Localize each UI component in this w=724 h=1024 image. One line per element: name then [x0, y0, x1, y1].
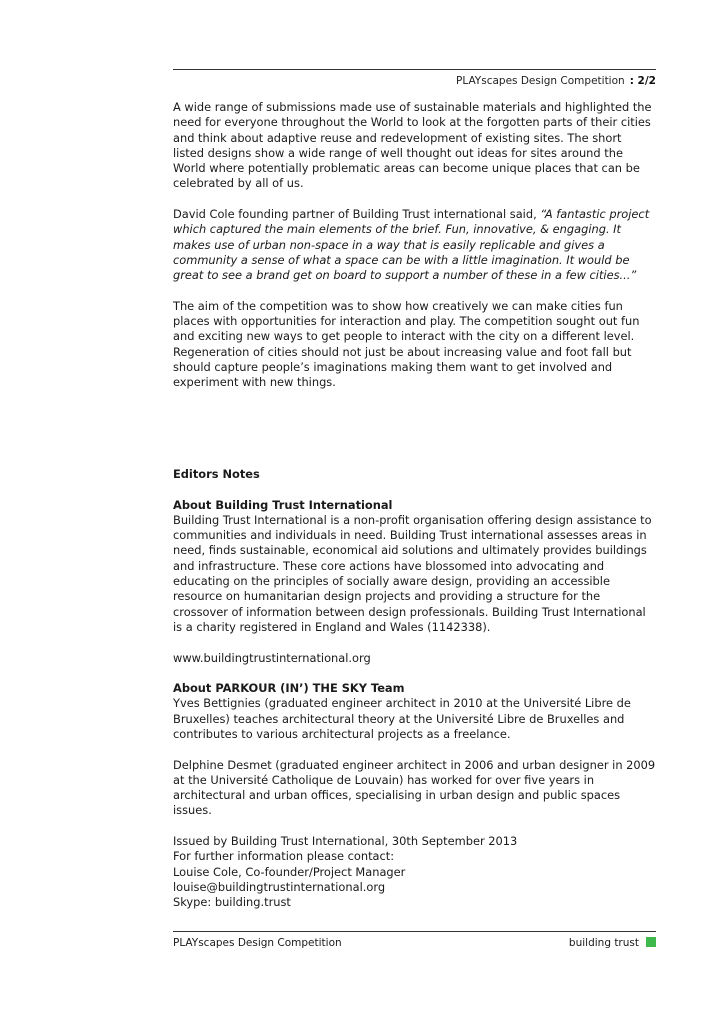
- contact-skype: Skype: building.trust: [173, 895, 291, 910]
- contact-email[interactable]: louise@buildingtrustinternational.org: [173, 879, 386, 894]
- page-content: [173, 100, 656, 911]
- quote-text: “A fantastic project which captured the main elements of the brief. Fun, innovative, & engaging. It makes use of urban non-space in a way that is easily replicable and gives a community a sense of what a space can be with a little imagination. It would be great to see a brand get on board to support a number of these in a few cities...”: [173, 207, 650, 283]
- issued-line: Issued by Building Trust International, 30th September 2013: [173, 834, 518, 849]
- editors-notes-heading: Editors Notes: [173, 466, 260, 481]
- footer-rule: [173, 931, 656, 932]
- team-heading: About PARKOUR (IN’) THE SKY Team: [173, 681, 405, 696]
- header-title: PLAYscapes Design Competition: [456, 75, 625, 87]
- brand-square-icon: [646, 937, 656, 947]
- body-paragraph-1: A wide range of submissions made use of sustainable materials and highlighted the need for everyone throughout the World to look at the forgotten parts of their cities and think about adaptive reuse and redevelopment of existing sites. The short listed designs show a wide range of well thought out ideas for sites around the World where potentially problematic areas can become unique places that can be celebrated by all of us.: [173, 100, 652, 191]
- website-link[interactable]: www.buildingtrustinternational.org: [173, 650, 371, 665]
- page-number: : 2/2: [629, 75, 656, 87]
- contact-name: Louise Cole, Co-founder/Project Manager: [173, 864, 406, 879]
- contact-intro: For further information please contact:: [173, 849, 395, 864]
- header-rule: [173, 69, 656, 70]
- page-header: [456, 73, 656, 89]
- bti-heading: About Building Trust International: [173, 497, 393, 512]
- bti-description: Building Trust International is a non-profit organisation offering design assistance to communities and individuals in need. Building Trust international assesses areas in need, finds sustainable, economical aid solutions and ultimately provides buildings and infrastructure. These core actions have blossomed into advocating and educating on the principles of socially aware design, providing an accessible resource on humanitarian design projects and providing a structure for the crossover of information between design professionals. Building Trust International is a charity registered in England and Wales (1142338).: [173, 512, 652, 634]
- footer-brand-text: building trust: [568, 937, 639, 949]
- body-paragraph-2: [173, 207, 656, 283]
- body-paragraph-3: The aim of the competition was to show how creatively we can make cities fun places with opportunities for interaction and play. The competition sought out fun and exciting new ways to get people to interact with the city on a different level. Regeneration of cities should not just be about increasing value and foot fall but should capture people’s imaginations making them want to get involved and experiment with new things.: [173, 298, 640, 390]
- document-page: [173, 0, 656, 1024]
- team-bio-yves: Yves Bettignies (graduated engineer architect in 2010 at the Université Libre de Bruxelles) teaches architectural theory at the Université Libre de Bruxelles and contributes to various architectural projects as a freelance.: [173, 696, 631, 741]
- footer-brand: [569, 935, 656, 951]
- team-bio-delphine: Delphine Desmet (graduated engineer architect in 2006 and urban designer in 2009 at the Université Catholique de Louvain) has worked for over five years in architectural and urban offices, specialising in urban design and public spaces issues.: [173, 757, 656, 818]
- footer-title: PLAYscapes Design Competition: [173, 937, 342, 949]
- quote-intro: David Cole founding partner of Building Trust international said,: [173, 207, 541, 222]
